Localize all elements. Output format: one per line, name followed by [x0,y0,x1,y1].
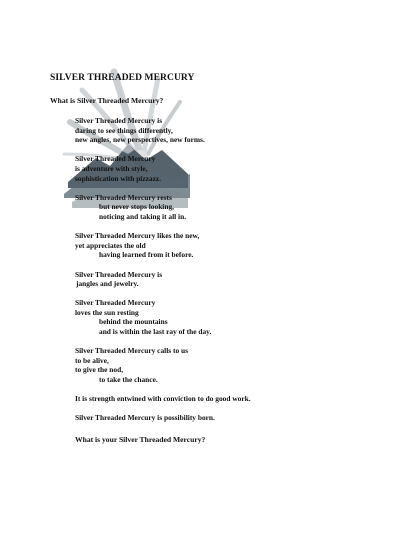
poem-line: loves the sun resting [75,307,139,317]
poem-line: to be alive, [75,355,109,365]
poem-line: It is strength entwined with conviction to do good work. [75,394,251,404]
poem-line: noticing and taking it all in. [99,211,187,221]
poem-line: Silver Threaded Mercury [75,154,156,164]
poem-line: jangles and jewelry. [76,279,139,289]
poem-line: yet appreciates the old [75,240,146,250]
stanza [75,346,405,384]
poem-line: Silver Threaded Mercury [75,298,156,308]
poem-line: Silver Threaded Mercury calls to us [75,346,188,356]
poem-stanzas [75,116,405,433]
stanza [75,231,405,260]
poem-line: Silver Threaded Mercury is possibility born. [75,413,215,423]
stanza [75,394,405,404]
poem-line: but never stops looking, [99,202,175,212]
poem-line: and is within the last ray of the day. [99,327,212,337]
stanza [75,116,405,145]
closing-question: What is your Silver Threaded Mercury? [75,435,206,444]
poem-line: to take the chance. [99,375,158,385]
stanza [75,154,405,183]
poem-line: is adventure with style, [75,163,148,173]
stanza [75,413,405,423]
opening-question: What is Silver Threaded Mercury? [50,96,164,105]
poem-line: having learned from it before. [99,250,194,260]
poem-line: behind the mountains [99,317,168,327]
poem-line: Silver Threaded Mercury likes the new, [75,231,200,241]
stanza [75,298,405,336]
poem-line: new angles, new perspectives, new forms. [75,135,205,145]
stanza [75,193,405,222]
poem-line: to give the nod, [75,365,124,375]
poem-line: Silver Threaded Mercury rests [75,192,172,202]
poem-title: SILVER THREADED MERCURY [50,73,195,83]
poem-line: daring to see things differently, [75,125,173,135]
poem-line: Silver Threaded Mercury is [75,269,163,279]
poem-line: sophistication with pizzazz. [75,173,162,183]
poem-line: Silver Threaded Mercury is [75,116,163,125]
stanza [75,270,405,289]
